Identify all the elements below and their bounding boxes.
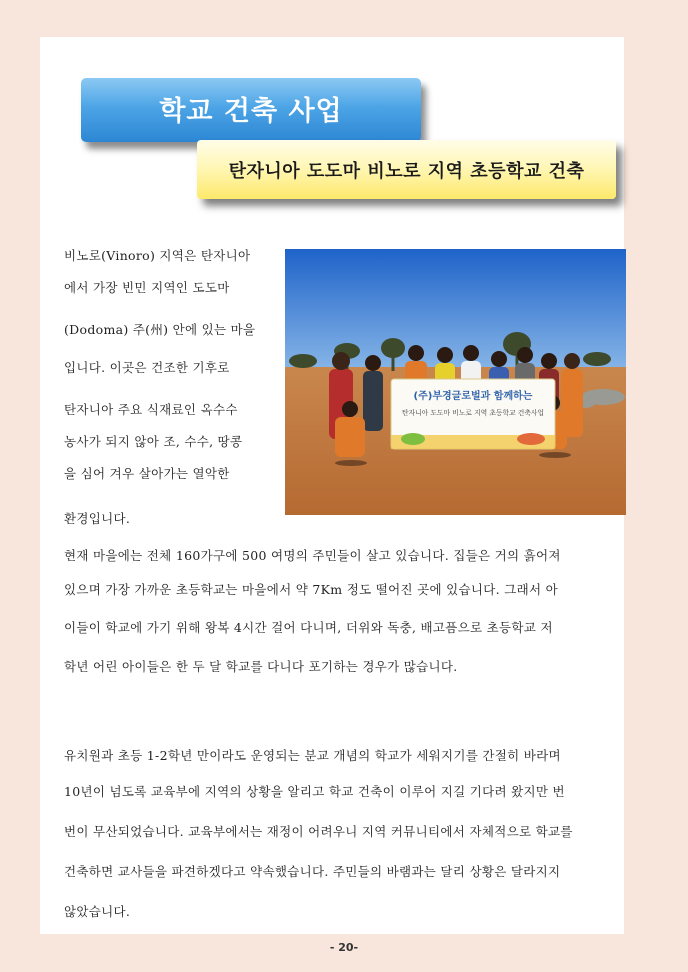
paragraph-line: 현재 마을에는 전체 160가구에 500 여명의 주민들이 살고 있습니다. 집들은 거의 흙어져	[64, 548, 561, 563]
photo-banner-line2: 탄자니아 도도마 비노로 지역 초등학교 건축사업	[401, 409, 545, 417]
intro-line: 에서 가장 빈민 지역인 도도마	[64, 280, 230, 295]
paragraph-line: 않았습니다.	[64, 904, 131, 919]
section-title-banner	[81, 78, 421, 142]
intro-line: 탄자니아 주요 식재료인 옥수수	[64, 402, 238, 417]
section-title: 학교 건축 사업	[159, 95, 343, 127]
intro-line: 을 심어 겨우 살아가는 열악한	[64, 466, 230, 481]
section-subtitle-banner	[197, 140, 616, 199]
paragraph-line: 유치원과 초등 1-2학년 만이라도 운영되는 분교 개념의 학교가 세워지기를 간절히 바라며	[64, 748, 561, 763]
section-subtitle: 탄자니아 도도마 비노로 지역 초등학교 건축	[228, 160, 585, 182]
paragraph-line: 학년 어린 아이들은 한 두 달 학교를 다니다 포기하는 경우가 많습니다.	[64, 659, 458, 674]
intro-line: 입니다. 이곳은 건조한 기후로	[64, 360, 230, 375]
intro-line: (Dodoma) 주(州) 안에 있는 마을	[64, 322, 256, 337]
intro-line: 비노로(Vinoro) 지역은 탄자니아	[64, 248, 251, 263]
village-group-photo	[285, 249, 626, 515]
page-number: - 20-	[329, 941, 359, 954]
intro-line: 환경입니다.	[64, 511, 131, 526]
paragraph-line: 이들이 학교에 가기 위해 왕복 4시간 걸어 다니며, 더위와 독충, 배고픔으로 초등학교 저	[64, 620, 553, 635]
intro-line: 농사가 되지 않아 조, 수수, 땅콩	[64, 434, 243, 449]
paragraph-line: 10년이 넘도록 교육부에 지역의 상황을 알리고 학교 건축이 이루어 지길 기다려 왔지만 번	[64, 784, 565, 799]
photo-banner-line1: (주)부경글로벌과 함께하는	[413, 391, 533, 402]
paragraph-line: 있으며 가장 가까운 초등학교는 마을에서 약 7Km 정도 떨어진 곳에 있습니다. 그래서 아	[64, 582, 558, 597]
photo-illustration	[285, 249, 626, 515]
paragraph-line: 번이 무산되었습니다. 교육부에서는 재정이 어려우니 지역 커뮤니티에서 자체적으로 학교를	[64, 824, 573, 839]
paragraph-line: 건축하면 교사들을 파견하겠다고 약속했습니다. 주민들의 바램과는 달리 상황은 달라지지	[64, 864, 561, 879]
